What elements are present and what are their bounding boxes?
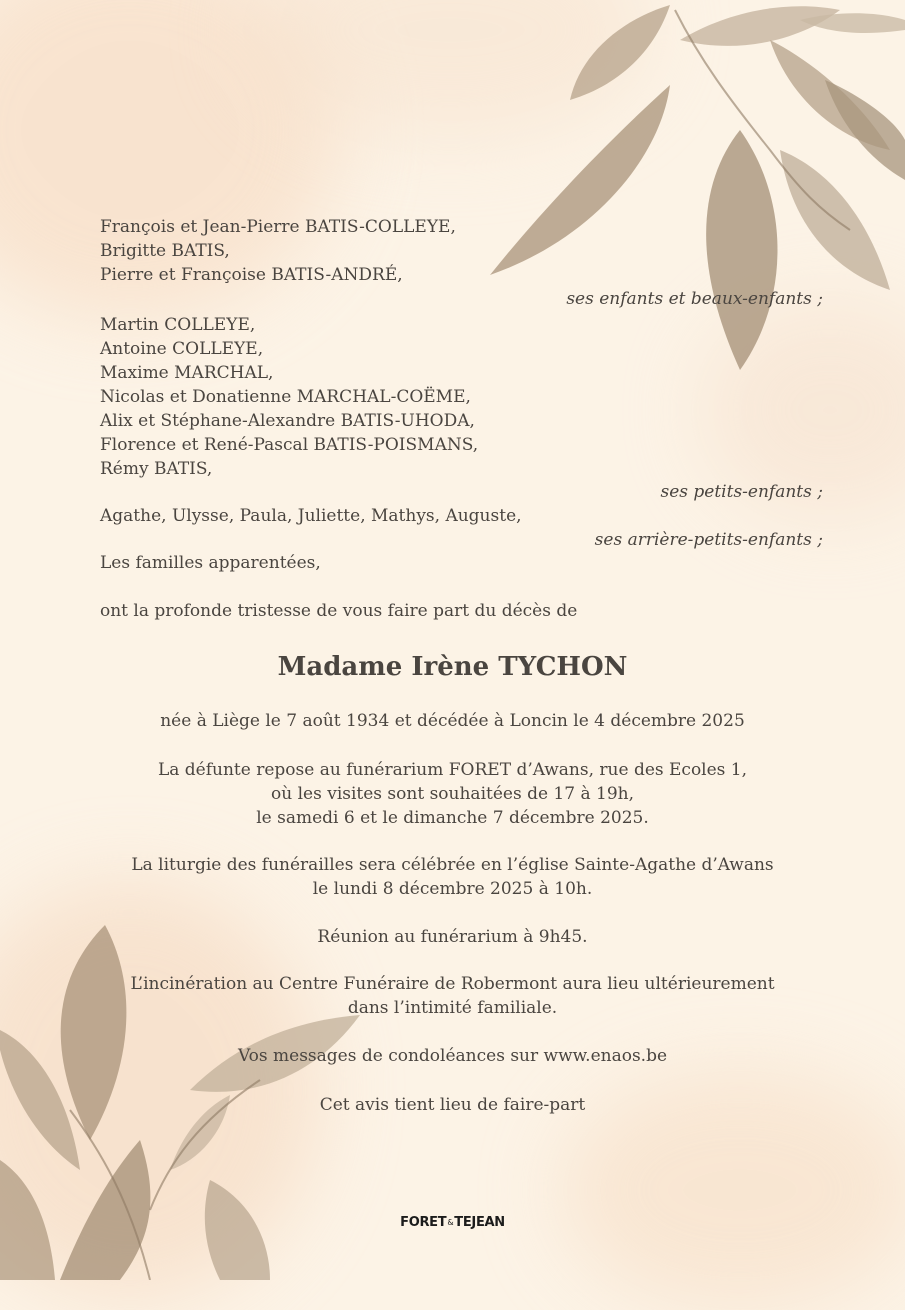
announcement-text: ont la profonde tristesse de vous faire part du décès de (100, 601, 578, 621)
grandchildren-list (100, 313, 478, 481)
notice-text: Cet avis tient lieu de faire-part (319, 1095, 586, 1115)
condolences-info: Vos messages de condoléances sur www.enaos.be (237, 1046, 668, 1066)
list-item: Brigitte BATIS, (100, 241, 230, 261)
paragraph-line: le lundi 8 décembre 2025 à 10h. (312, 879, 593, 899)
list-item: Alix et Stéphane-Alexandre BATIS-UHODA, (100, 411, 475, 431)
list-item: Pierre et Françoise BATIS-ANDRÉ, (100, 265, 403, 285)
list-item: Florence et René-Pascal BATIS-POISMANS, (100, 435, 479, 455)
paragraph-line: La liturgie des funérailles sera célébrée en l’église Sainte-Agathe d’Awans (131, 855, 774, 875)
relatives-line: Les familles apparentées, (100, 553, 321, 573)
cremation-info (0, 972, 905, 1020)
list-item: Martin COLLEYE, (100, 315, 256, 335)
great-grandchildren-line: Agathe, Ulysse, Paula, Juliette, Mathys, Auguste, (100, 506, 522, 526)
deceased-name: Madame Irène TYCHON (277, 652, 628, 682)
birth-death-dates: née à Liège le 7 août 1934 et décédée à Loncin le 4 décembre 2025 (160, 711, 745, 731)
children-list (100, 215, 456, 287)
visitation-info (0, 758, 905, 830)
list-item: François et Jean-Pierre BATIS-COLLEYE, (100, 217, 456, 237)
paragraph-line: le samedi 6 et le dimanche 7 décembre 2025. (256, 808, 649, 828)
funeral-info (0, 853, 905, 901)
great-grandchildren-role: ses arrière-petits-enfants ; (594, 530, 823, 550)
paragraph-line: où les visites sont souhaitées de 17 à 19h, (271, 784, 634, 804)
funeral-home-logo: FORET&TEJEAN (400, 1215, 505, 1230)
list-item: Maxime MARCHAL, (100, 363, 274, 383)
list-item: Nicolas et Donatienne MARCHAL-COËME, (100, 387, 471, 407)
list-item: Antoine COLLEYE, (100, 339, 264, 359)
list-item: Rémy BATIS, (100, 459, 213, 479)
children-role: ses enfants et beaux-enfants ; (566, 289, 823, 309)
paragraph-line: La défunte repose au funérarium FORET d’Awans, rue des Ecoles 1, (157, 760, 748, 780)
grandchildren-role: ses petits-enfants ; (660, 482, 823, 502)
paragraph-line: L’incinération au Centre Funéraire de Robermont aura lieu ultérieurement (130, 974, 775, 994)
meeting-info: Réunion au funérarium à 9h45. (317, 927, 588, 947)
paragraph-line: dans l’intimité familiale. (347, 998, 558, 1018)
